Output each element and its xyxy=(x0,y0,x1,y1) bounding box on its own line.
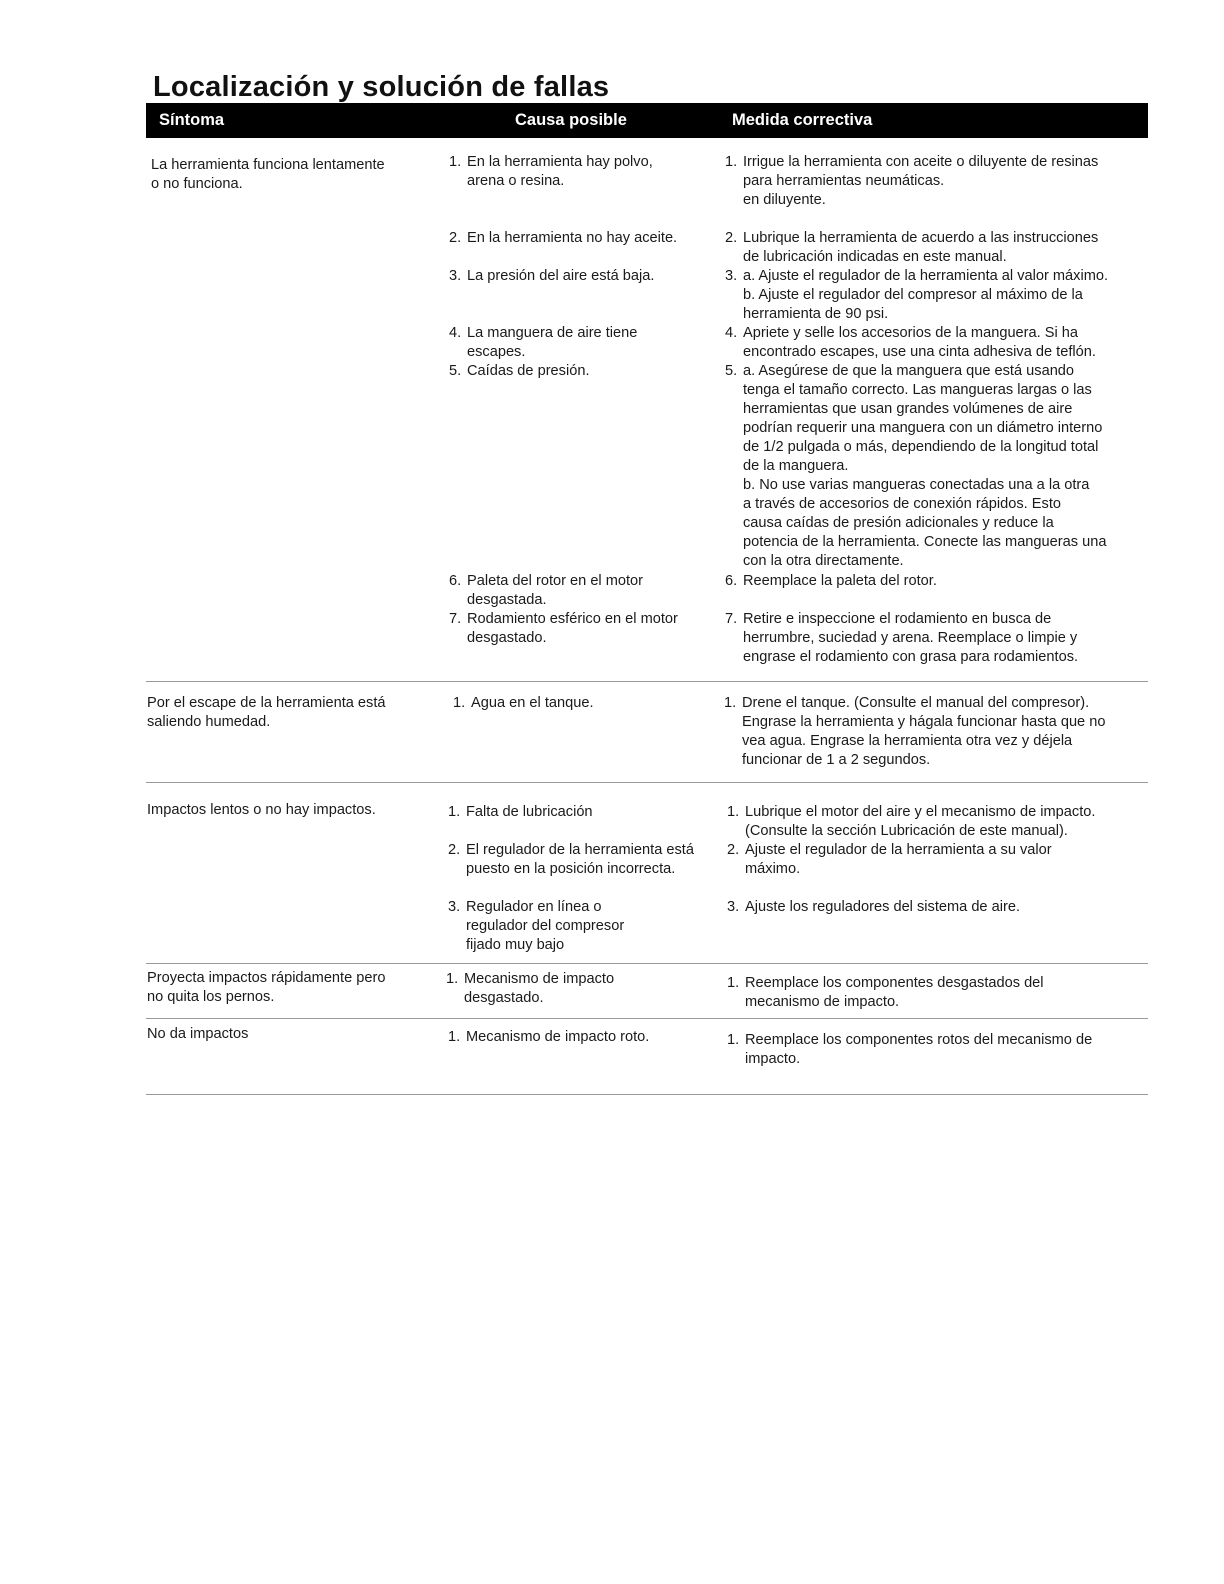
cause-text: Caídas de presión. xyxy=(467,363,590,379)
item-number: 1. xyxy=(727,975,740,991)
item-number: 1. xyxy=(448,1029,461,1045)
row4-remedy-1 xyxy=(727,974,1149,1012)
row3-remedy-1 xyxy=(727,803,1149,841)
remedy-text: Retire e inspeccione el rodamiento en busca de herrumbre, suciedad y arena. Reemplace o limpie y engrase el rodamiento con grasa para rodamientos. xyxy=(743,611,1079,665)
page-title: Localización y solución de fallas xyxy=(153,71,610,103)
item-number: 4. xyxy=(449,325,462,341)
remedy-text: a. Asegúrese de que la manguera que está usando tenga el tamaño correcto. Las mangueras largas o las herramientas que usan grandes volúmenes de aire podrían requerir una manguera con un diámetro interno de 1/2 pulgada o más, dependiendo de la longitud total de la manguera. b. No use varias mangueras conectadas una a la otra a través de accesorios de conexión rápidos. Esto causa caídas de presión adicionales y reduce la potencia de la herramienta. Conecte las mangueras una con la otra directamente. xyxy=(743,363,1107,569)
row2-cause-1 xyxy=(453,694,723,713)
row5-symptom: No da impactos xyxy=(147,1026,249,1042)
row1-cause-2 xyxy=(449,229,719,248)
item-number: 1. xyxy=(727,1032,740,1048)
item-number: 3. xyxy=(449,268,462,284)
row1-cause-1 xyxy=(449,153,719,191)
item-number: 1. xyxy=(727,804,740,820)
item-number: 2. xyxy=(727,842,740,858)
cause-text: Mecanismo de impacto desgastado. xyxy=(464,971,615,1006)
row1-remedy-1 xyxy=(725,153,1150,210)
remedy-text: Reemplace la paleta del rotor. xyxy=(743,573,937,589)
row3-remedy-3 xyxy=(727,898,1149,917)
cause-text: En la herramienta hay polvo, arena o resina. xyxy=(467,154,653,189)
item-number: 5. xyxy=(449,363,462,379)
row-divider xyxy=(146,782,1148,783)
row1-cause-3 xyxy=(449,267,719,286)
table-bottom-rule xyxy=(146,1094,1148,1095)
item-number: 7. xyxy=(449,611,462,627)
row5-remedy-1 xyxy=(727,1031,1149,1069)
item-number: 6. xyxy=(725,573,738,589)
cause-text: El regulador de la herramienta está puesto en la posición incorrecta. xyxy=(466,842,694,877)
item-number: 2. xyxy=(449,230,462,246)
cause-text: Rodamiento esférico en el motor desgastado. xyxy=(467,611,678,646)
row1-cause-4 xyxy=(449,324,719,362)
row1-cause-7 xyxy=(449,610,719,648)
row3-cause-1 xyxy=(448,803,723,822)
cause-text: Mecanismo de impacto roto. xyxy=(466,1029,650,1045)
row-divider xyxy=(146,681,1148,682)
row4-symptom: Proyecta impactos rápidamente pero no quita los pernos. xyxy=(147,970,386,1005)
row3-cause-2 xyxy=(448,841,723,879)
row1-remedy-7 xyxy=(725,610,1150,667)
row2-symptom: Por el escape de la herramienta está saliendo humedad. xyxy=(147,695,386,730)
item-number: 1. xyxy=(446,971,459,987)
item-number: 3. xyxy=(448,899,461,915)
remedy-text: Ajuste los reguladores del sistema de aire. xyxy=(745,899,1020,915)
remedy-text: Reemplace los componentes desgastados del mecanismo de impacto. xyxy=(745,975,1044,1010)
item-number: 2. xyxy=(448,842,461,858)
item-number: 7. xyxy=(725,611,738,627)
item-number: 1. xyxy=(453,695,466,711)
remedy-text: Drene el tanque. (Consulte el manual del compresor). Engrase la herramienta y hágala funcionar hasta que no vea agua. Engrase la herramienta otra vez y déjela funcionar de 1 a 2 segundos. xyxy=(742,695,1106,768)
remedy-text: Apriete y selle los accesorios de la manguera. Si ha encontrado escapes, use una cinta adhesiva de teflón. xyxy=(743,325,1096,360)
cause-text: La presión del aire está baja. xyxy=(467,268,655,284)
item-number: 1. xyxy=(448,804,461,820)
row-divider xyxy=(146,1018,1148,1019)
header-symptom: Síntoma xyxy=(159,111,225,129)
remedy-text: Lubrique la herramienta de acuerdo a las instrucciones de lubricación indicadas en este manual. xyxy=(743,230,1099,265)
row4-cause-1 xyxy=(446,970,723,1008)
item-number: 1. xyxy=(724,695,737,711)
item-number: 3. xyxy=(725,268,738,284)
item-number: 1. xyxy=(725,154,738,170)
remedy-text: Ajuste el regulador de la herramienta a su valor máximo. xyxy=(745,842,1052,877)
cause-text: Falta de lubricación xyxy=(466,804,593,820)
cause-text: Agua en el tanque. xyxy=(471,695,594,711)
remedy-text: Irrigue la herramienta con aceite o diluyente de resinas para herramientas neumáticas. en diluyente. xyxy=(743,154,1099,208)
item-number: 3. xyxy=(727,899,740,915)
remedy-text: a. Ajuste el regulador de la herramienta al valor máximo. b. Ajuste el regulador del compresor al máximo de la herramienta de 90 psi. xyxy=(743,268,1109,322)
item-number: 6. xyxy=(449,573,462,589)
item-number: 5. xyxy=(725,363,738,379)
header-remedy: Medida correctiva xyxy=(732,111,873,129)
remedy-text: Lubrique el motor del aire y el mecanismo de impacto. (Consulte la sección Lubricación de este manual). xyxy=(745,804,1096,839)
header-cause: Causa posible xyxy=(515,111,627,129)
row1-remedy-5 xyxy=(725,362,1150,571)
row1-remedy-4 xyxy=(725,324,1150,362)
row3-remedy-2 xyxy=(727,841,1149,879)
cause-text: Paleta del rotor en el motor desgastada. xyxy=(467,573,644,608)
item-number: 1. xyxy=(449,154,462,170)
remedy-text: Reemplace los componentes rotos del mecanismo de impacto. xyxy=(745,1032,1093,1067)
table-header xyxy=(146,103,1148,138)
row1-remedy-3 xyxy=(725,267,1150,324)
row1-remedy-6 xyxy=(725,572,1150,591)
item-number: 4. xyxy=(725,325,738,341)
row1-cause-5 xyxy=(449,362,719,381)
row5-cause-1 xyxy=(448,1028,723,1047)
row1-symptom: La herramienta funciona lentamente o no funciona. xyxy=(151,157,385,192)
item-number: 2. xyxy=(725,230,738,246)
row1-cause-6 xyxy=(449,572,719,610)
row1-remedy-2 xyxy=(725,229,1150,267)
row3-symptom: Impactos lentos o no hay impactos. xyxy=(147,802,376,818)
row-divider xyxy=(146,963,1148,964)
row3-cause-3 xyxy=(448,898,723,955)
cause-text: En la herramienta no hay aceite. xyxy=(467,230,678,246)
cause-text: Regulador en línea o regulador del compresor fijado muy bajo xyxy=(466,899,625,953)
row2-remedy-1 xyxy=(724,694,1149,770)
cause-text: La manguera de aire tiene escapes. xyxy=(467,325,638,360)
